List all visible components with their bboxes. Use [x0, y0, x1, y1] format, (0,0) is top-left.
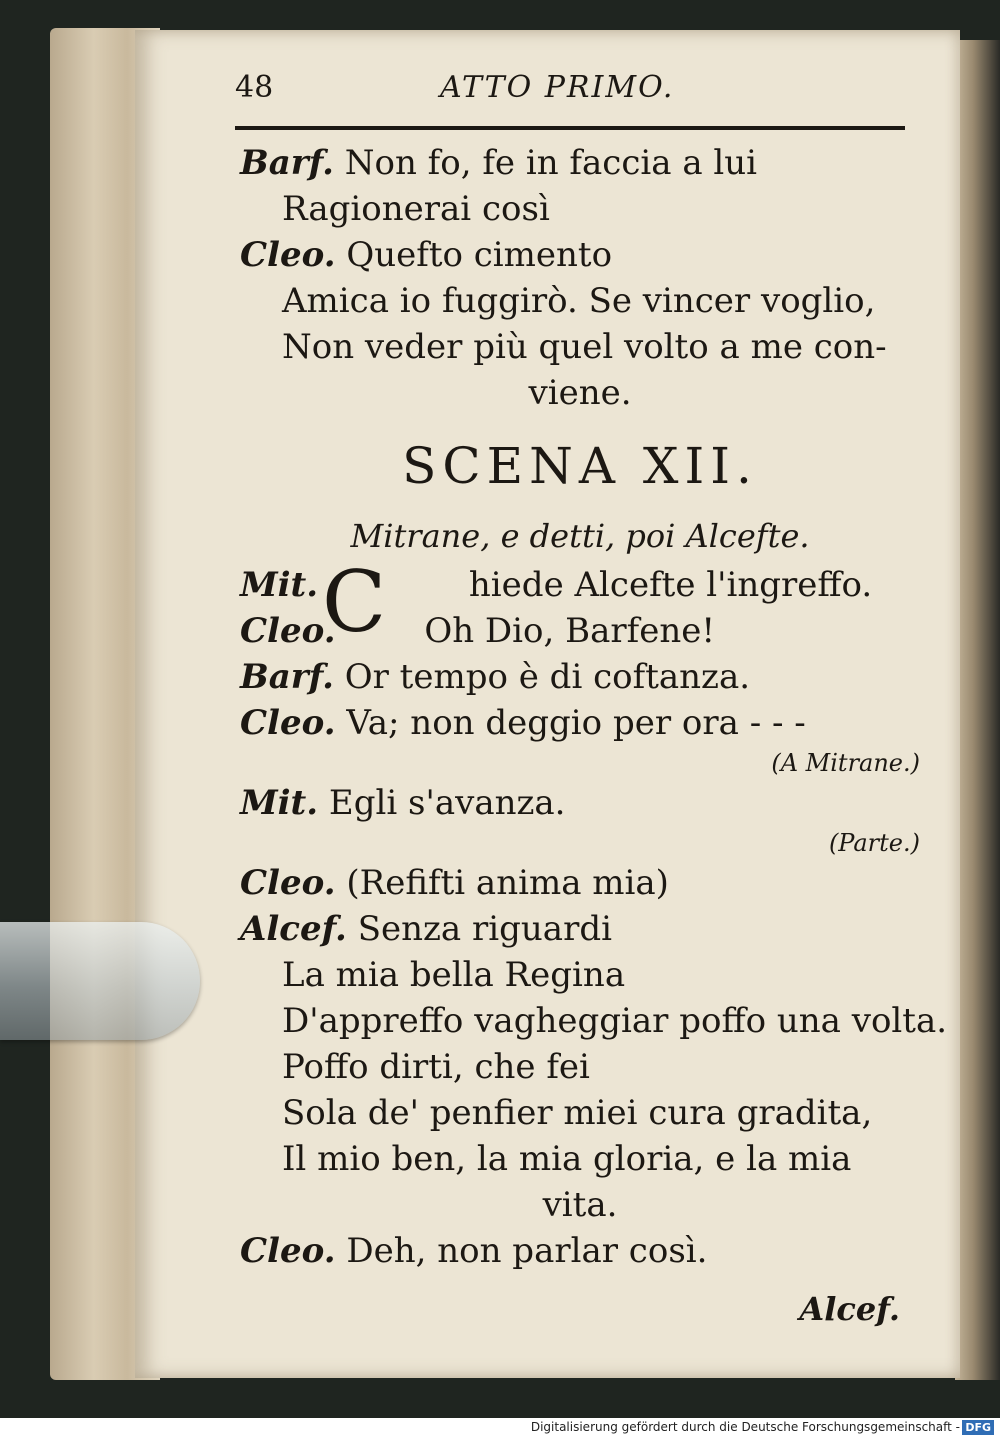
verse-line: Sola de' penfier miei cura gradita, — [282, 1093, 873, 1133]
speaker-name: Cleo. — [240, 703, 336, 743]
speaker-name: Cleo. — [240, 611, 336, 651]
speaker-name: Cleo. — [240, 235, 336, 275]
stage-direction: (A Mitrane.) — [771, 749, 920, 777]
running-head: ATTO PRIMO. — [440, 70, 675, 105]
stage-direction: (Parte.) — [828, 829, 920, 857]
verse-text: Deh, non parlar così. — [346, 1231, 708, 1271]
scene-characters: Mitrane, e detti, poi Alcefte. — [350, 517, 810, 555]
footer-credit: Digitalisierung gefördert durch die Deutsche Forschungsgemeinschaft - — [530, 1420, 960, 1434]
verse-line — [240, 906, 920, 952]
verse-line — [240, 860, 920, 906]
speaker-name: Mit. — [240, 565, 319, 605]
verse-line — [240, 232, 920, 278]
speaker-name: Cleo. — [240, 1231, 336, 1271]
verse-line: vita. — [542, 1185, 618, 1225]
speaker-name: Alcef. — [240, 909, 347, 949]
verse-text: Non fo, fe in faccia a lui — [344, 143, 758, 183]
verse-line: Il mio ben, la mia gloria, e la mia — [282, 1139, 852, 1179]
page-header — [235, 70, 905, 110]
dfg-logo-icon: DFG — [962, 1420, 994, 1435]
page-text — [240, 140, 948, 1334]
footer-bar — [0, 1418, 1000, 1440]
header-rule — [235, 126, 905, 130]
binding-shadow — [955, 40, 1000, 1380]
verse-line: Ragionerai così — [282, 189, 550, 229]
verse-line: La mia bella Regina — [282, 955, 626, 995]
scene-heading: SCENA XII. — [402, 437, 758, 495]
verse-line: viene. — [528, 373, 632, 413]
drop-cap: C — [322, 553, 387, 651]
verse-line — [240, 700, 920, 746]
verse-text: hiede Alcefte l'ingreffo. — [468, 565, 873, 605]
verse-text: Va; non deggio per ora - - - — [346, 703, 806, 743]
speaker-name: Barf. — [240, 143, 334, 183]
speaker-name: Barf. — [240, 657, 334, 697]
catchword: Alcef. — [799, 1290, 900, 1328]
page-holder-clip — [0, 922, 200, 1040]
verse-line — [240, 654, 920, 700]
speaker-name: Cleo. — [240, 863, 336, 903]
verse-text: Or tempo è di coftanza. — [344, 657, 751, 697]
verse-text: Senza riguardi — [357, 909, 612, 949]
verse-line: Amica io fuggirò. Se vincer voglio, — [282, 281, 876, 321]
verse-text: Egli s'avanza. — [328, 783, 566, 823]
page-number: 48 — [235, 70, 274, 105]
verse-text: Oh Dio, Barfene! — [424, 611, 716, 651]
verse-line: Non veder più quel volto a me con- — [282, 327, 887, 367]
verse-line — [240, 140, 920, 186]
verse-line — [240, 1228, 920, 1274]
verse-line: Poffo dirti, che fei — [282, 1047, 590, 1087]
verse-line: D'appreffo vagheggiar poffo una volta. — [282, 1001, 948, 1041]
book-page — [135, 30, 960, 1378]
verse-line — [240, 780, 920, 826]
verse-text: (Refifti anima mia) — [346, 863, 669, 903]
verse-line — [240, 608, 920, 654]
verse-text: Quefto cimento — [346, 235, 613, 275]
speaker-name: Mit. — [240, 783, 319, 823]
